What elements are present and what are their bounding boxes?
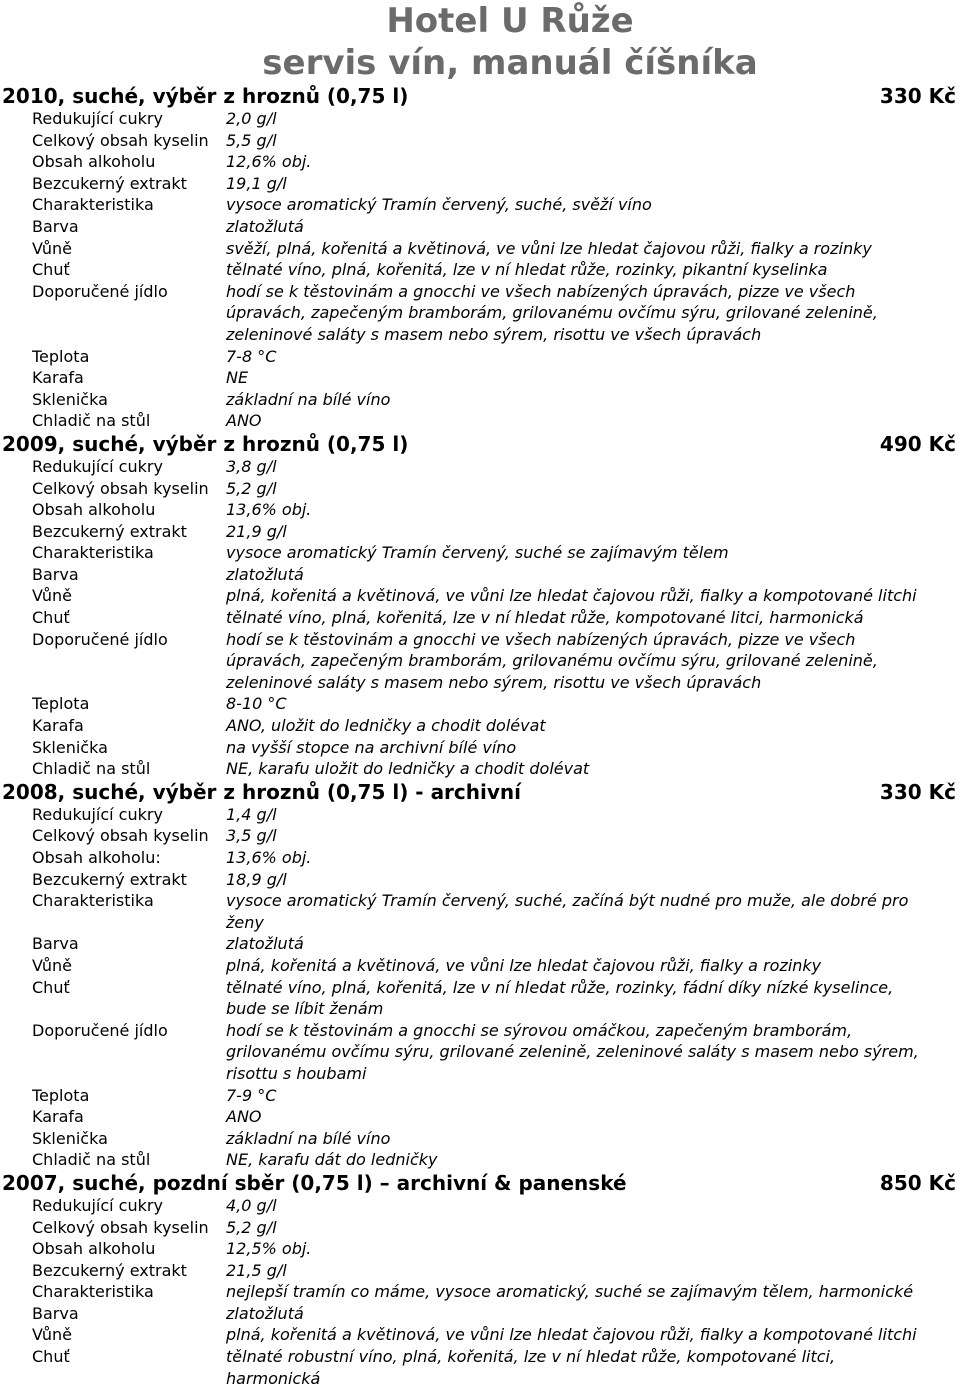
property-label: Sklenička bbox=[32, 737, 108, 757]
wine-property-row bbox=[0, 173, 960, 195]
property-label: Sklenička bbox=[32, 389, 108, 409]
property-value: 12,5% obj. bbox=[226, 1239, 312, 1259]
wine-property-row bbox=[0, 585, 960, 607]
property-label: Redukující cukry bbox=[32, 109, 163, 128]
wine-property-row bbox=[0, 715, 960, 737]
wine-property-row bbox=[0, 281, 960, 346]
property-label: Obsah alkoholu bbox=[32, 1239, 156, 1259]
property-label: Chladič na stůl bbox=[32, 1150, 151, 1170]
wine-property-row bbox=[0, 737, 960, 759]
wine-property-row bbox=[0, 259, 960, 281]
wine-heading: 2009, suché, výběr z hroznů (0,75 l) bbox=[2, 431, 409, 456]
property-label: Bezcukerný extrakt bbox=[32, 1260, 187, 1280]
property-value: tělnaté víno, plná, kořenitá, lze v ní hledat růže, rozinky, pikantní kyselinka bbox=[226, 260, 828, 280]
property-value: 8-10 °C bbox=[226, 694, 287, 714]
property-label: Karafa bbox=[32, 1107, 84, 1127]
property-value: zlatožlutá bbox=[226, 564, 304, 584]
wine-property-row bbox=[0, 1085, 960, 1107]
wine-property-row bbox=[0, 758, 960, 780]
property-value: 19,1 g/l bbox=[226, 173, 287, 193]
property-value: plná, kořenitá a květinová, ve vůni lze hledat čajovou růži, fialky a kompotované litchi bbox=[226, 586, 917, 606]
wine-property-row bbox=[0, 1303, 960, 1325]
wine-property-row bbox=[0, 499, 960, 521]
property-label: Vůně bbox=[32, 955, 72, 975]
property-value: 7-8 °C bbox=[226, 346, 277, 366]
property-label: Celkový obsah kyselin bbox=[32, 130, 209, 150]
property-value: zlatožlutá bbox=[226, 1303, 304, 1323]
property-label: Barva bbox=[32, 216, 79, 236]
property-value: na vyšší stopce na archivní bílé víno bbox=[226, 737, 517, 757]
wine-price: 490 Kč bbox=[879, 431, 956, 456]
wine-property-row bbox=[0, 478, 960, 500]
wine-property-row bbox=[0, 1324, 960, 1346]
property-label: Vůně bbox=[32, 1325, 72, 1345]
property-value: vysoce aromatický Tramín červený, suché, začíná být nudné pro muže, ale dobré pro ženy bbox=[226, 891, 909, 932]
property-value: 2,0 g/l bbox=[226, 109, 277, 128]
property-label: Barva bbox=[32, 934, 79, 954]
wine-heading-row bbox=[0, 84, 960, 108]
wine-property-row bbox=[0, 1149, 960, 1171]
wine-price: 850 Kč bbox=[879, 1170, 956, 1195]
property-value: plná, kořenitá a květinová, ve vůni lze hledat čajovou růži, fialky a rozinky bbox=[226, 955, 822, 975]
property-label: Redukující cukry bbox=[32, 456, 163, 476]
property-label: Redukující cukry bbox=[32, 1195, 163, 1215]
property-label: Doporučené jídlo bbox=[32, 1020, 168, 1040]
property-value: 12,6% obj. bbox=[226, 152, 312, 172]
property-value: vysoce aromatický Tramín červený, suché, svěží víno bbox=[226, 195, 652, 215]
property-label: Obsah alkoholu: bbox=[32, 848, 161, 867]
property-label: Charakteristika bbox=[32, 195, 154, 215]
wine-property-row bbox=[0, 238, 960, 260]
property-value: hodí se k těstovinám a gnocchi ve všech nabízených úpravách, pizze ve všech úpravách, zapečeným bramborám, grilovanému ovčímu sýru, grilované zelenině, zeleninové saláty s masem nebo sýrem, risottu ve všech úpravách bbox=[226, 281, 878, 344]
property-value: ANO, uložit do ledničky a chodit dolévat bbox=[226, 716, 546, 736]
property-label: Chuť bbox=[32, 1347, 70, 1367]
wine-property-row bbox=[0, 607, 960, 629]
wine-property-row bbox=[0, 194, 960, 216]
property-label: Charakteristika bbox=[32, 891, 154, 911]
wine-property-row bbox=[0, 410, 960, 432]
property-value: 5,2 g/l bbox=[226, 478, 277, 498]
wine-heading-row bbox=[0, 1171, 960, 1195]
property-value: svěží, plná, kořenitá a květinová, ve vůni lze hledat čajovou růži, fialky a rozinky bbox=[226, 238, 872, 258]
property-value: tělnaté víno, plná, kořenitá, lze v ní hledat růže, rozinky, fádní díky nízké kyselince, bude se líbit ženám bbox=[226, 977, 894, 1019]
wine-property-row bbox=[0, 542, 960, 564]
property-label: Celkový obsah kyselin bbox=[32, 826, 209, 846]
property-value: 18,9 g/l bbox=[226, 869, 287, 889]
document-title: Hotel U Růže bbox=[386, 1, 634, 41]
wine-price: 330 Kč bbox=[879, 84, 956, 108]
property-label: Chladič na stůl bbox=[32, 759, 151, 779]
property-label: Teplota bbox=[32, 346, 90, 366]
wine-property-row bbox=[0, 869, 960, 891]
property-label: Chuť bbox=[32, 977, 70, 997]
property-label: Charakteristika bbox=[32, 1282, 154, 1302]
wine-property-row bbox=[0, 130, 960, 152]
wine-price: 330 Kč bbox=[879, 779, 956, 804]
property-label: Vůně bbox=[32, 238, 72, 258]
wine-property-row bbox=[0, 933, 960, 955]
wine-property-row bbox=[0, 1128, 960, 1150]
property-value: zlatožlutá bbox=[226, 934, 304, 954]
wine-property-row bbox=[0, 629, 960, 694]
document-subtitle: servis vín, manuál číšníka bbox=[262, 43, 758, 83]
property-label: Obsah alkoholu bbox=[32, 500, 156, 520]
property-value: 5,5 g/l bbox=[226, 130, 277, 150]
property-label: Barva bbox=[32, 1303, 79, 1323]
wine-property-row bbox=[0, 216, 960, 238]
wine-property-row bbox=[0, 346, 960, 368]
wine-section bbox=[0, 1171, 960, 1389]
property-value: nejlepší tramín co máme, vysoce aromatický, suché se zajímavým tělem, harmonické bbox=[226, 1282, 914, 1302]
wine-property-row bbox=[0, 804, 960, 826]
property-value: 21,5 g/l bbox=[226, 1260, 287, 1280]
wine-property-row bbox=[0, 825, 960, 847]
property-label: Teplota bbox=[32, 694, 90, 714]
property-label: Chladič na stůl bbox=[32, 411, 151, 431]
property-value: základní na bílé víno bbox=[226, 1128, 391, 1148]
wine-property-row bbox=[0, 564, 960, 586]
property-label: Chuť bbox=[32, 260, 70, 280]
wine-section bbox=[0, 84, 960, 432]
wine-heading: 2007, suché, pozdní sběr (0,75 l) – archivní & panenské bbox=[2, 1170, 627, 1195]
property-value: 21,9 g/l bbox=[226, 521, 287, 541]
wine-property-row bbox=[0, 1195, 960, 1217]
property-value: NE, karafu dát do ledničky bbox=[226, 1150, 438, 1170]
property-label: Bezcukerný extrakt bbox=[32, 869, 187, 889]
wine-heading: 2008, suché, výběr z hroznů (0,75 l) - archivní bbox=[2, 779, 522, 804]
property-label: Celkový obsah kyselin bbox=[32, 478, 209, 498]
property-value: 5,2 g/l bbox=[226, 1217, 277, 1237]
property-value: základní na bílé víno bbox=[226, 389, 391, 409]
wine-property-row bbox=[0, 1260, 960, 1282]
wine-property-row bbox=[0, 389, 960, 411]
wine-property-row bbox=[0, 1020, 960, 1085]
property-value: NE, karafu uložit do ledničky a chodit dolévat bbox=[226, 759, 590, 779]
property-label: Vůně bbox=[32, 586, 72, 606]
wine-property-row bbox=[0, 1346, 960, 1389]
wine-property-row bbox=[0, 456, 960, 478]
wine-property-row bbox=[0, 1281, 960, 1303]
property-label: Karafa bbox=[32, 716, 84, 736]
property-label: Chuť bbox=[32, 608, 70, 628]
property-value: plná, kořenitá a květinová, ve vůni lze hledat čajovou růži, fialky a kompotované litchi bbox=[226, 1325, 917, 1345]
property-value: tělnaté víno, plná, kořenitá, lze v ní hledat růže, kompotované litci, harmonická bbox=[226, 608, 864, 628]
wine-property-row bbox=[0, 151, 960, 173]
property-value: 3,8 g/l bbox=[226, 456, 277, 476]
wine-property-row bbox=[0, 521, 960, 543]
wine-property-row bbox=[0, 1217, 960, 1239]
property-value: NE bbox=[226, 368, 249, 388]
property-label: Charakteristika bbox=[32, 543, 154, 563]
wine-property-row bbox=[0, 955, 960, 977]
wine-property-row bbox=[0, 108, 960, 130]
property-label: Teplota bbox=[32, 1085, 90, 1105]
wine-property-row bbox=[0, 847, 960, 869]
property-value: hodí se k těstovinám a gnocchi se sýrovou omáčkou, zapečeným bramborám, grilovanému ovčímu sýru, grilované zelenině, zeleninové saláty s masem nebo sýrem, risottu s houbami bbox=[226, 1020, 919, 1083]
property-value: 1,4 g/l bbox=[226, 804, 277, 824]
property-value: ANO bbox=[226, 1107, 262, 1127]
property-value: zlatožlutá bbox=[226, 216, 304, 236]
property-label: Karafa bbox=[32, 368, 84, 388]
wine-property-row bbox=[0, 890, 960, 933]
property-label: Redukující cukry bbox=[32, 804, 163, 824]
wine-section bbox=[0, 780, 960, 1171]
property-label: Sklenička bbox=[32, 1128, 108, 1148]
wine-section bbox=[0, 432, 960, 780]
property-value: 7-9 °C bbox=[226, 1085, 277, 1105]
property-value: tělnaté robustní víno, plná, kořenitá, lze v ní hledat růže, kompotované litci, harmonická bbox=[226, 1347, 836, 1388]
property-label: Obsah alkoholu bbox=[32, 152, 156, 172]
property-value: 4,0 g/l bbox=[226, 1195, 277, 1215]
wine-property-row bbox=[0, 977, 960, 1020]
wine-heading-row bbox=[0, 432, 960, 456]
property-value: ANO bbox=[226, 411, 262, 431]
property-value: 3,5 g/l bbox=[226, 826, 277, 846]
wine-property-row bbox=[0, 367, 960, 389]
property-label: Bezcukerný extrakt bbox=[32, 521, 187, 541]
property-value: 13,6% obj. bbox=[226, 500, 312, 520]
property-label: Celkový obsah kyselin bbox=[32, 1217, 209, 1237]
wine-property-row bbox=[0, 1238, 960, 1260]
property-label: Doporučené jídlo bbox=[32, 281, 168, 301]
property-label: Bezcukerný extrakt bbox=[32, 173, 187, 193]
wine-list bbox=[0, 84, 960, 1389]
wine-property-row bbox=[0, 693, 960, 715]
property-value: hodí se k těstovinám a gnocchi ve všech nabízených úpravách, pizze ve všech úpravách, zapečeným bramborám, grilovanému ovčímu sýru, grilované zelenině, zeleninové saláty s masem nebo sýrem, risottu ve všech úpravách bbox=[226, 629, 878, 692]
wine-property-row bbox=[0, 1106, 960, 1128]
property-label: Doporučené jídlo bbox=[32, 629, 168, 649]
property-label: Barva bbox=[32, 564, 79, 584]
wine-heading-row bbox=[0, 780, 960, 804]
wine-heading: 2010, suché, výběr z hroznů (0,75 l) bbox=[2, 84, 409, 108]
property-value: vysoce aromatický Tramín červený, suché se zajímavým tělem bbox=[226, 543, 729, 563]
property-value: 13,6% obj. bbox=[226, 848, 312, 867]
